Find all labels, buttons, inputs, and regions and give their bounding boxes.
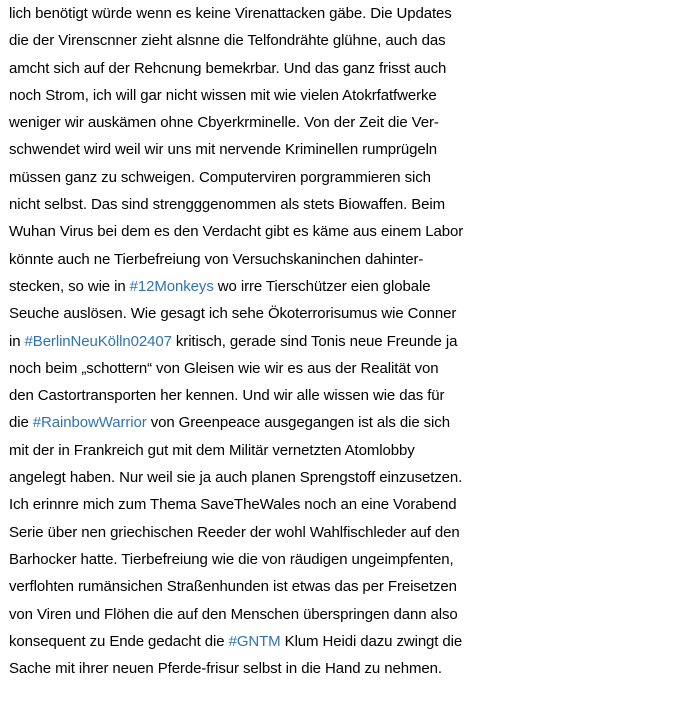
text-line: amcht sich auf der Rehcnung bemekrbar. Und das ganz frisst auch xyxy=(9,59,447,77)
text-line: könnte auch ne Tierbefreiung von Versuchskaninchen dahinter- xyxy=(9,250,424,268)
hashtag-link-12monkeys[interactable]: #12Monkeys xyxy=(129,277,214,295)
text-line: Seuche auslösen. Wie gesagt ich sehe Ökoterrorisumus wie Conner xyxy=(9,305,457,323)
text-segment: kritisch, gerade sind Tonis neue Freunde ja xyxy=(171,332,458,350)
text-line: Sache mit ihrer neuen Pferde-frisur selbst in die Hand zu nehmen. xyxy=(9,660,442,678)
text-line xyxy=(9,409,681,436)
text-line: noch Strom, ich will gar nicht wissen mit wie vielen Atokrfatfwerke xyxy=(9,86,437,104)
text-line: mit der in Frankreich gut mit dem Militär vernetzten Atomlobby xyxy=(9,441,415,459)
text-line: Ich erinnre mich zum Thema SaveTheWales noch an eine Vorabend xyxy=(9,496,457,514)
text-line xyxy=(9,273,681,300)
text-line xyxy=(9,628,681,655)
text-line: von Viren und Flöhen die auf den Menschen überspringen dann also xyxy=(9,605,458,623)
text-line: angelegt haben. Nur weil sie ja auch planen Sprengstoff einzusetzen. xyxy=(9,469,463,487)
text-segment: Klum Heidi dazu zwingt die xyxy=(280,632,463,650)
hashtag-link-gntm[interactable]: #GNTM xyxy=(228,632,281,650)
text-line: verflohten rumänsichen Straßenhunden ist etwas das per Freisetzen xyxy=(9,578,457,596)
hashtag-link-rainbowwarrior[interactable]: #RainbowWarrior xyxy=(32,414,147,432)
text-line: noch beim „schottern“ von Gleisen wie wir es aus der Realität von xyxy=(9,359,439,377)
text-line: nicht selbst. Das sind strengggenommen als stets Biowaffen. Beim xyxy=(9,196,446,214)
text-line xyxy=(9,328,681,355)
text-line: lich benötigt würde wenn es keine Virenattacken gäbe. Die Updates xyxy=(9,5,452,22)
hashtag-link-berlinneukoelln[interactable]: #BerlinNeuKölln02407 xyxy=(24,332,172,350)
text-segment: wo irre Tierschützer eien globale xyxy=(213,277,431,295)
text-segment: die xyxy=(9,414,33,432)
text-line: Serie über nen griechischen Reeder der wohl Wahlfischleder auf den xyxy=(9,523,460,541)
text-segment: in xyxy=(9,332,25,350)
text-line: weniger wir auskämen ohne Cbyerkrminelle. Von der Zeit die Ver- xyxy=(9,114,439,132)
text-segment: konsequent zu Ende gedacht die xyxy=(9,632,229,650)
text-line: Wuhan Virus bei dem es den Verdacht gibt es käme aus einem Labor xyxy=(9,223,464,241)
text-segment: stecken, so wie in xyxy=(9,277,130,295)
text-segment: von Greenpeace ausgegangen ist als die sich xyxy=(146,414,450,432)
text-line: Barhocker hatte. Tierbefreiung wie die von räudigen ungeimpfenten, xyxy=(9,550,454,568)
document-text xyxy=(9,0,681,682)
text-line: müssen ganz zu schweigen. Computerviren porgrammieren sich xyxy=(9,168,431,186)
text-line: schwendet wird weil wir uns mit nervende Kriminellen rumprügeln xyxy=(9,141,438,159)
text-line: die der Virenscnner zieht alsnne die Telfondrähte glühne, auch das xyxy=(9,32,446,50)
text-line: den Castortransporten her kennen. Und wir alle wissen wie das für xyxy=(9,387,445,405)
